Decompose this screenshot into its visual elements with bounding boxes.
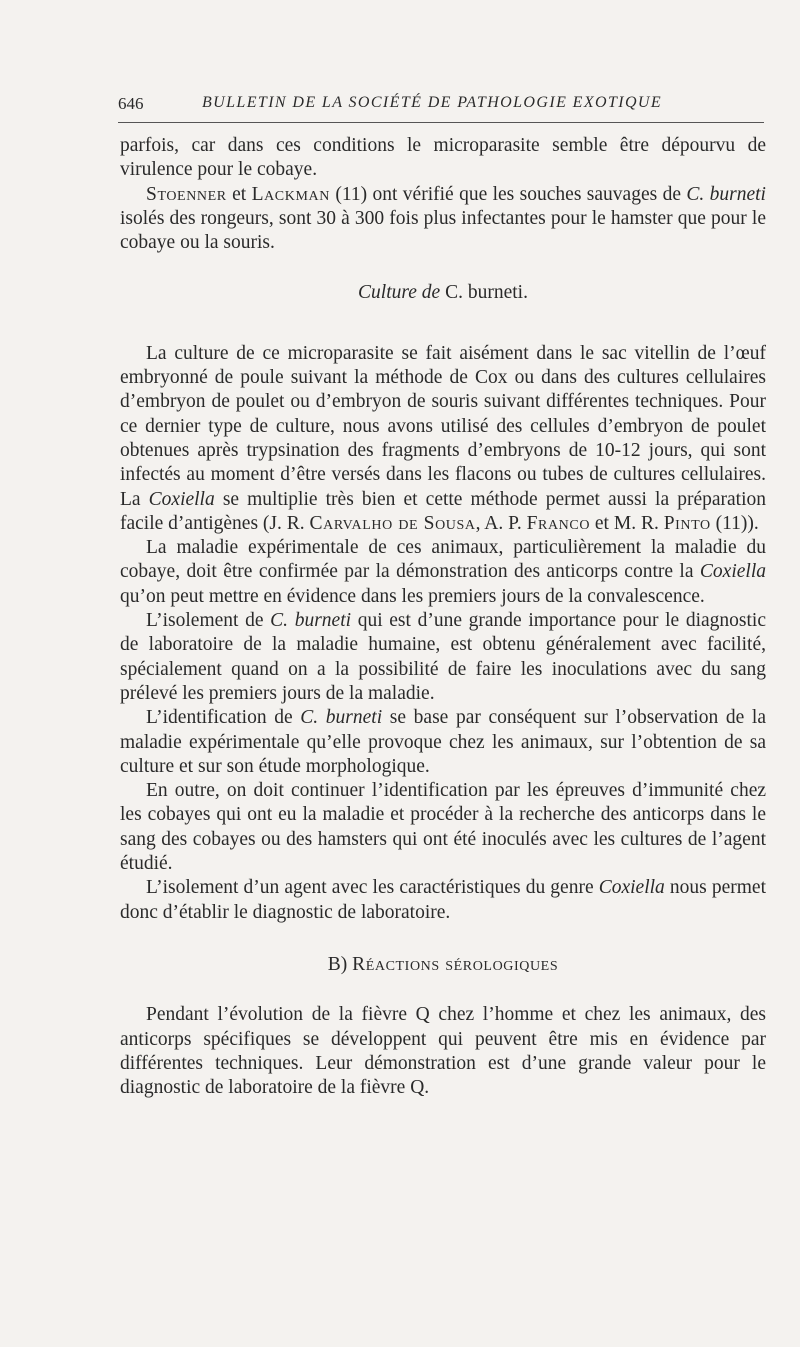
species-name: C. burneti xyxy=(686,183,766,205)
text-fragment: se multiplie très bien et cette méthode permet aussi la préparation facile d’antigènes (J. R. xyxy=(120,488,766,534)
genus-name: Coxiella xyxy=(148,488,215,510)
paragraph-6 xyxy=(120,706,766,779)
genus-name: Coxiella xyxy=(598,877,665,899)
heading-italic: Culture de xyxy=(358,282,441,304)
section-heading-culture xyxy=(120,281,766,305)
text-fragment: ) ont vérifié que les souches sauvages de xyxy=(360,183,687,205)
page-header xyxy=(118,92,764,123)
text-fragment: L’isolement de xyxy=(146,610,271,632)
text-fragment: qu’on peut mettre en évidence dans les premiers jours de la convalescence. xyxy=(120,585,705,607)
section-heading-serology xyxy=(120,953,766,977)
page-number: 646 xyxy=(118,94,144,113)
body-text xyxy=(120,134,766,1100)
running-title: BULLETIN DE LA SOCIÉTÉ DE PATHOLOGIE EXOTIQUE xyxy=(202,94,663,111)
text-fragment: se base par conséquent sur l’observation de la maladie expérimentale qu’elle provoque chez les animaux, sur l’obtention de sa culture et sur son étude morphologique. xyxy=(120,707,766,777)
text-fragment: ( xyxy=(329,183,342,205)
text-fragment: La culture de ce microparasite se fait aisément dans le sac vitellin de l’œuf embryonné de poule suivant la méthode de Cox ou dans des cultures cellulaires d’embryon de poulet ou d’embryon de souris suivant différentes techniques. Pour ce dernier type de culture, nous avons utilisé des cellules d’embryon de poulet obtenues après trypsination des fragments d’embryons de 10-12 jours, qui sont infectés au moment d’être versés dans les flacons ou tubes de cultures cellulaires. La xyxy=(120,342,766,510)
author-name: Pinto xyxy=(663,512,711,534)
text-fragment: L’isolement d’un agent avec les caractéristiques du genre xyxy=(146,877,599,899)
species-name: C. burneti xyxy=(300,707,383,729)
text-fragment: L’identification de xyxy=(146,707,301,729)
text-fragment: , A. P. xyxy=(475,512,527,534)
species-name: C. burneti xyxy=(270,610,352,632)
paragraph-8 xyxy=(120,876,766,925)
paragraph-1: parfois, car dans ces conditions le microparasite semble être dépourvu de virulence pour le cobaye. xyxy=(120,135,766,181)
paragraph-5 xyxy=(120,609,766,706)
section-label: B) xyxy=(327,953,353,975)
text-fragment: nous permet donc d’établir le diagnostic de laboratoire. xyxy=(120,877,766,923)
reference-number: 11 xyxy=(341,183,361,205)
paragraph-4 xyxy=(120,536,766,609)
text-fragment: et xyxy=(226,183,252,205)
text-fragment: La maladie expérimentale de ces animaux, particulièrement la maladie du cobaye, doit être confirmée par la démonstration des anticorps contre la xyxy=(120,537,766,583)
text-fragment: isolés des rongeurs, sont 30 à 300 fois plus infectantes pour le hamster que pour le cobaye ou la souris. xyxy=(120,207,766,254)
author-name: Carvalho de Sousa xyxy=(309,512,476,534)
author-name: Franco xyxy=(526,512,591,534)
paragraph-2 xyxy=(120,183,766,256)
heading-word: sérologiques xyxy=(439,953,559,975)
paragraph-7: En outre, on doit continuer l’identification par les épreuves d’immunité chez les cobayes qui ont eu la maladie et procéder à la recherche des anticorps dans le sang des cobayes ou des hamsters qui ont été inoculés avec les cultures de l’agent étudié. xyxy=(120,780,766,875)
text-fragment: (11)). xyxy=(710,512,759,534)
author-name: Lackman xyxy=(251,183,330,205)
paragraph-3 xyxy=(120,342,766,536)
text-fragment: qui est d’une grande importance pour le diagnostic de laboratoire de la maladie humaine, est obtenu généralement avec facilité, spécialement quand on a la possibilité de faire les inoculations avec du sang prélevé les premiers jours de la maladie. xyxy=(120,610,766,704)
genus-name: Coxiella xyxy=(699,561,766,583)
paragraph-9: Pendant l’évolution de la fièvre Q chez l’homme et chez les animaux, des anticorps spécifiques se développent qui peuvent être mis en évidence par différentes techniques. Leur démonstration est d’une grande valeur pour le diagnostic de laboratoire de la fièvre Q. xyxy=(120,1004,766,1099)
heading-roman: C. burneti. xyxy=(440,282,528,304)
author-name: Stoenner xyxy=(146,183,227,205)
text-fragment: et M. R. xyxy=(590,512,664,534)
heading-word: Réactions xyxy=(352,953,440,975)
